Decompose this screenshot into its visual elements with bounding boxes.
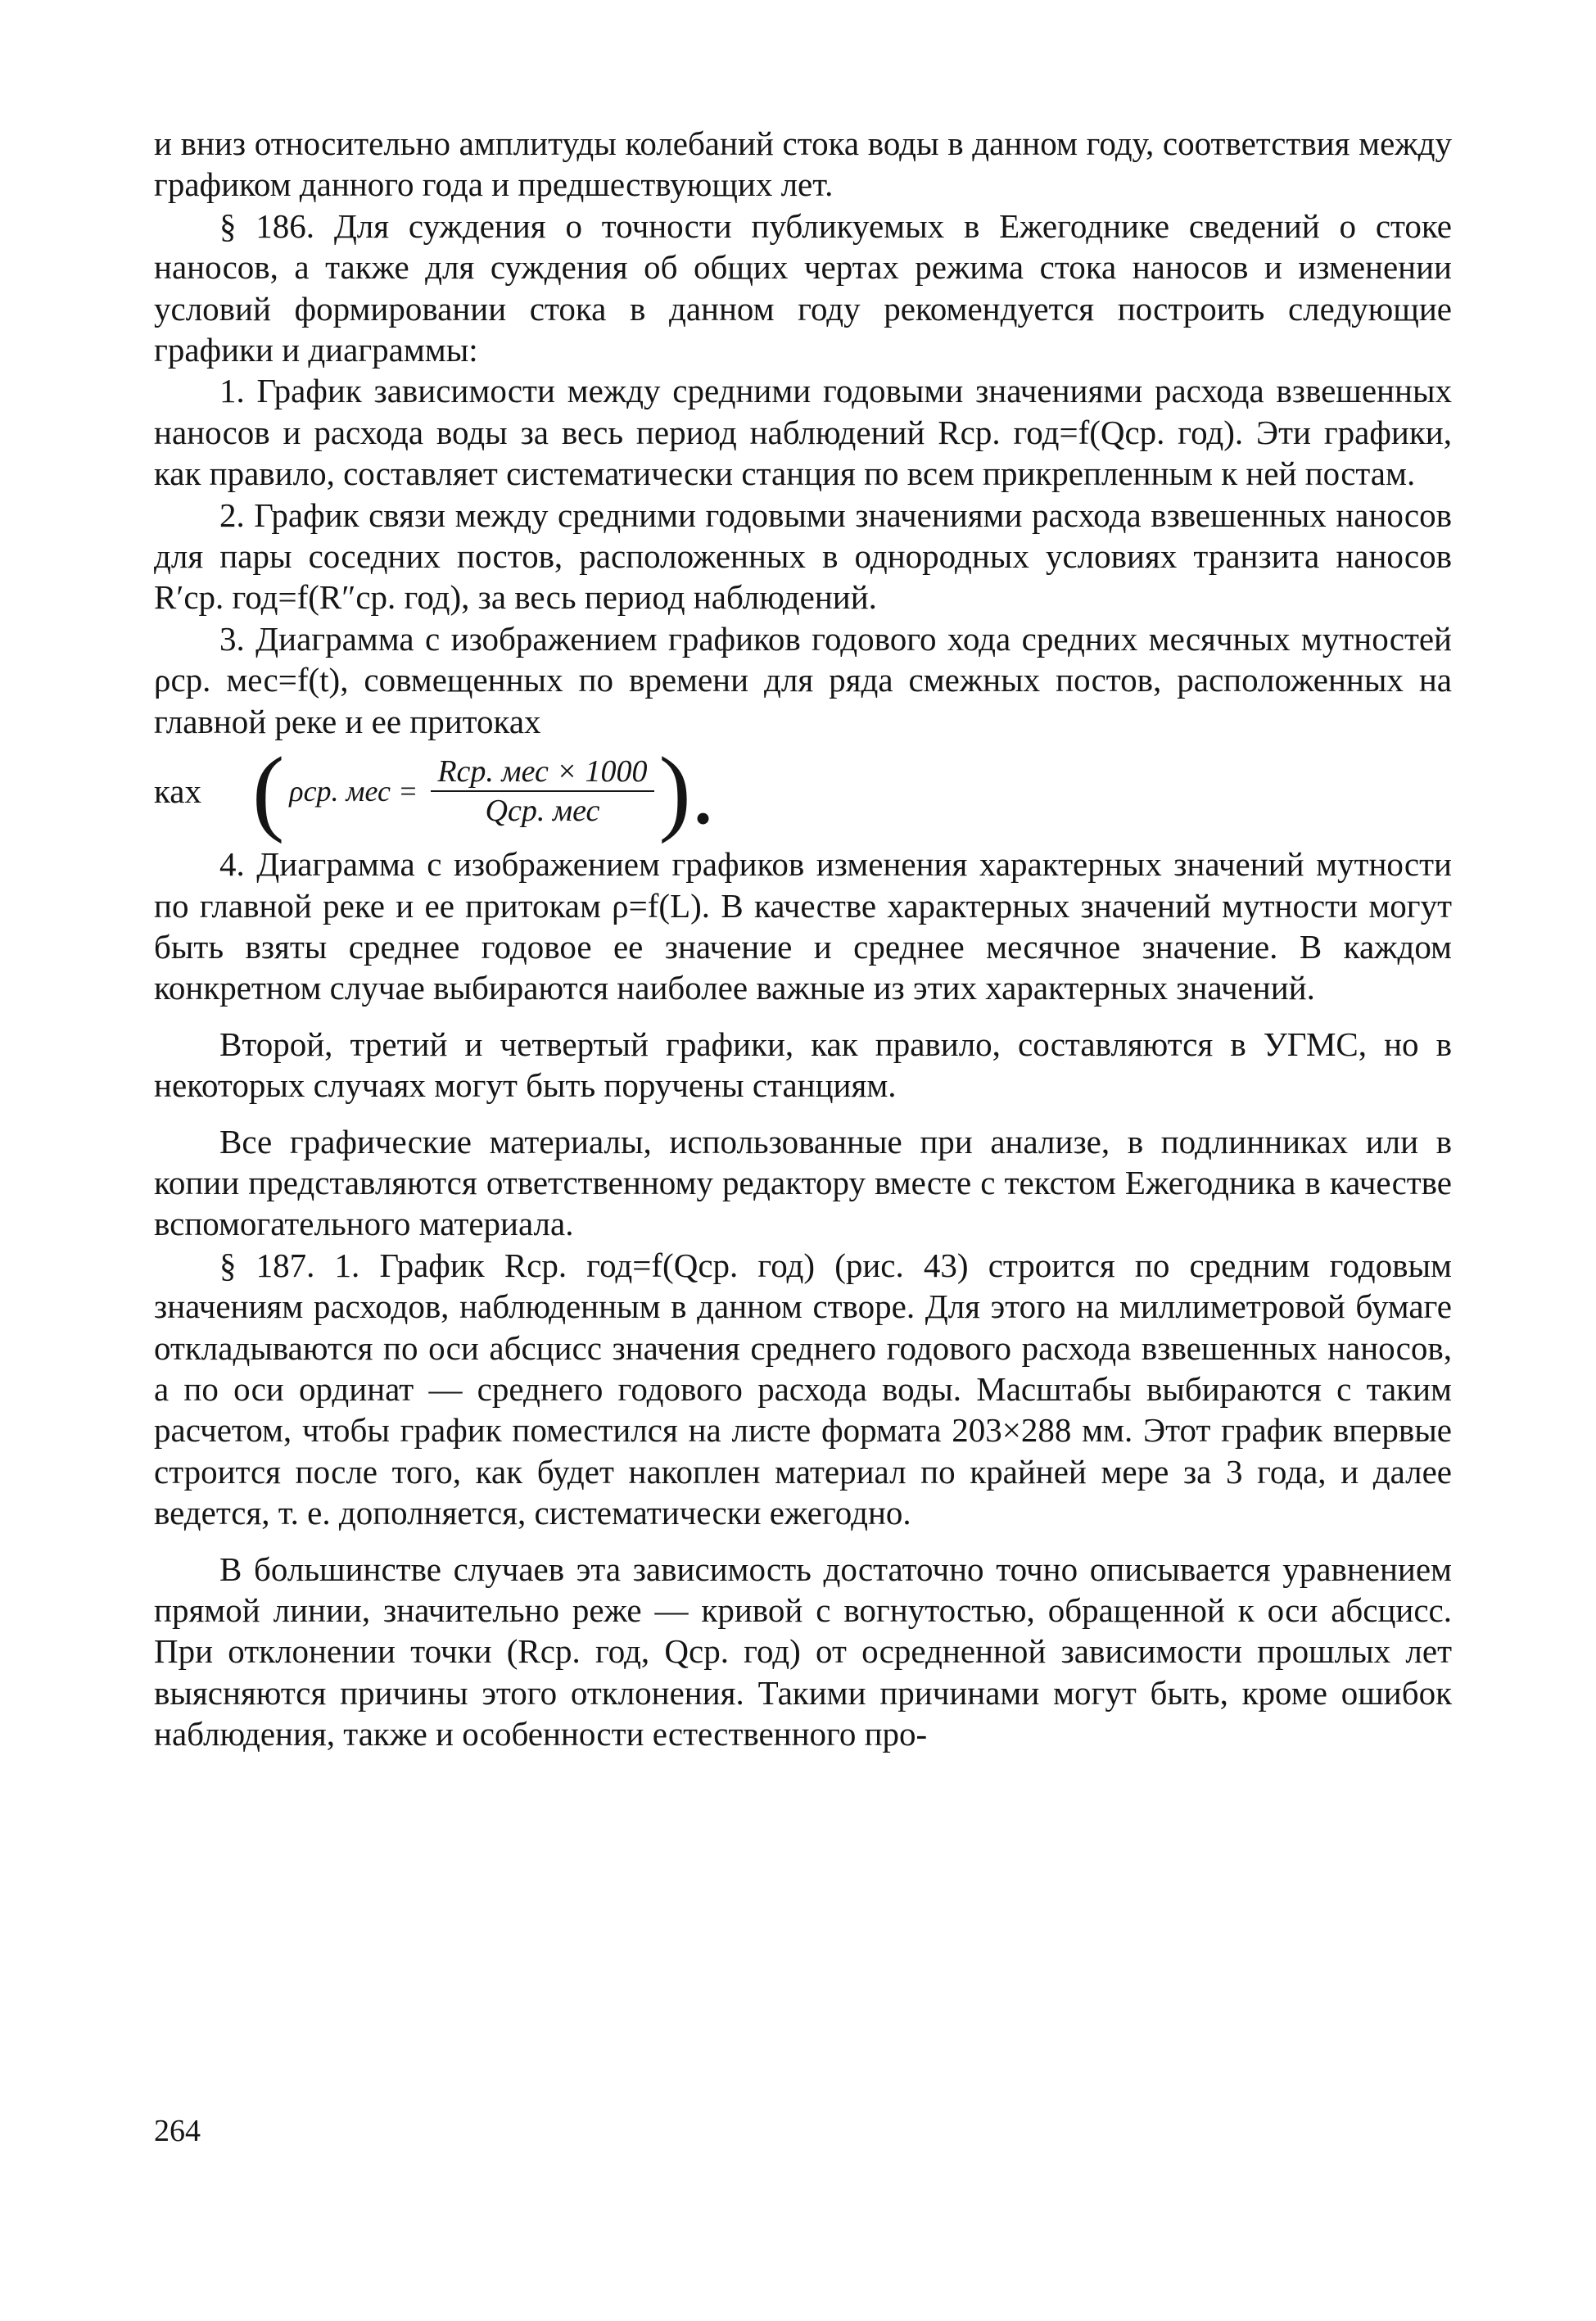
page-number: 264	[154, 2114, 201, 2148]
paragraph-section-187: § 187. 1. График Rср. год=f(Qср. год) (рис. 43) строится по средним годовым значениям расходов, наблюденным в данном створе. Для этого на миллиметровой бумаге откладываются по оси абсцисс значения среднего годового расхода взвешенных наносов, а по оси ординат — среднего годового расхода воды. Масштабы выбираются с таким расчетом, чтобы график поместился на листе формата 203×288 мм. Этот график впервые строится после того, как будет накоплен материал по крайней мере за 3 года, и далее ведется, т. е. дополняется, систематически ежегодно.	[154, 1246, 1452, 1532]
paragraph-item-2: 2. График связи между средними годовыми значениями расхода взвешенных наносов для пары соседних постов, расположенных в однородных условиях транзита наносов R′ср. год=f(R″ср. год), за весь период наблюдений.	[154, 495, 1452, 617]
formula-fraction	[431, 753, 653, 830]
formula-lhs: ρср. мес =	[289, 774, 418, 808]
paragraph-continuation: и вниз относительно амплитуды колебаний стока воды в данном году, соответствия между графиком данного года и предшествующих лет.	[154, 124, 1452, 204]
paragraph-item-1: 1. График зависимости между средними годовыми значениями расхода взвешенных наносов и расхода воды за весь период наблюдений Rср. год=f(Qср. год). Эти графики, как правило, составляет систематически станция по всем прикрепленным к ней постам.	[154, 372, 1452, 493]
formula-display	[154, 737, 1452, 845]
formula-close-paren: ).	[658, 737, 716, 845]
paragraph-section-186: § 186. Для суждения о точности публикуемых в Ежегоднике сведений о стоке наносов, а также для суждения об общих чертах режима стока наносов и изменении условий формировании стока в данном году рекомендуется построить следующие графики и диаграммы:	[154, 206, 1452, 369]
paragraph-item-4: 4. Диаграмма с изображением графиков изменения характерных значений мутности по главной реке и ее притокам ρ=f(L). В качестве характерных значений мутности могут быть взяты среднее годовое ее значение и среднее месячное значение. В каждом конкретном случае выбираются наиболее важные из этих характерных значений.	[154, 845, 1452, 1007]
paragraph-majority: В большинстве случаев эта зависимость достаточно точно описывается уравнением прямой линии, значительно реже — кривой с вогнутостью, обращенной к оси абсцисс. При отклонении точки (Rср. год, Qср. год) от осредненной зависимости прошлых лет выясняются причины этого отклонения. Такими причинами могут быть, кроме ошибок наблюдения, также и особенности естественного про-	[154, 1550, 1452, 1753]
formula-lead-text: ках	[154, 771, 201, 810]
paragraph-ugms: Второй, третий и четвертый графики, как правило, составляются в УГМС, но в некоторых случаях могут быть поручены станциям.	[154, 1025, 1452, 1105]
paragraph-item-3: 3. Диаграмма с изображением графиков годового хода средних месячных мутностей ρср. мес=f(t), совмещенных по времени для ряда смежных постов, расположенных на главной реке и ее притоках	[154, 619, 1452, 740]
formula-numerator: Rср. мес × 1000	[431, 753, 653, 792]
formula-open-paren: (	[252, 737, 285, 845]
formula-denominator: Qср. мес	[485, 794, 600, 829]
paragraph-materials: Все графические материалы, использованные при анализе, в подлинниках или в копии представляются ответственному редактору вместе с текстом Ежегодника в качестве вспомогательного материала.	[154, 1122, 1452, 1243]
document-page	[154, 123, 1452, 1755]
